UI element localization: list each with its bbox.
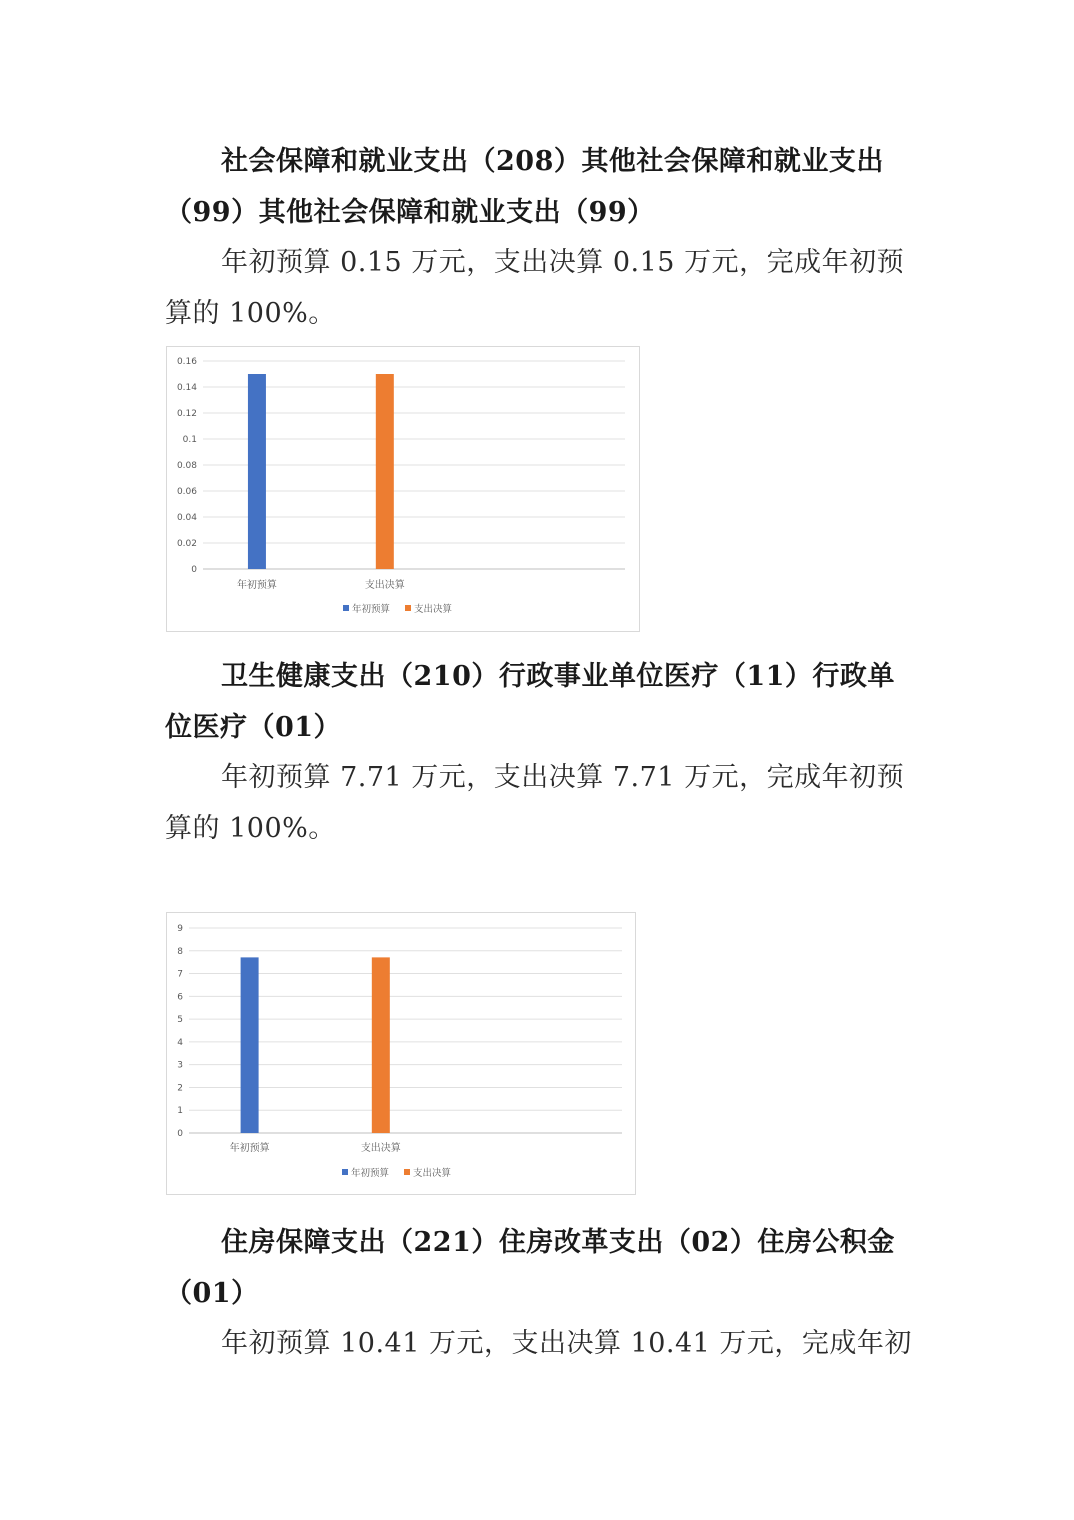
y-tick-label: 0.06 [176,487,197,497]
chart-social-security [166,346,640,632]
section-heading-social-security: 社会保障和就业支出（208）其他社会保障和就业支出（99）其他社会保障和就业支出（99） [165,146,884,228]
y-tick-label: 0 [177,1129,183,1139]
y-tick-label: 0.16 [176,357,197,367]
legend-swatch [343,605,349,611]
y-tick-label: 7 [177,969,183,980]
x-category-label: 年初预算 [236,580,277,591]
section-heading-housing: 住房保障支出（221）住房改革支出（02）住房公积金（01） [165,1227,895,1309]
legend-swatch [405,605,411,611]
y-tick-label: 4 [177,1037,183,1048]
y-tick-label: 8 [177,946,183,957]
bar-chart-social-security [167,347,639,631]
x-category-label: 年初预算 [229,1143,270,1154]
legend-label: 年初预算 [351,1168,390,1179]
y-tick-label: 5 [177,1015,183,1026]
x-category-label: 支出决算 [364,580,405,591]
y-tick-label: 0.04 [176,513,197,523]
bar [241,957,259,1133]
legend-label: 支出决算 [413,1168,452,1179]
x-category-label: 支出决算 [360,1143,401,1154]
section-body-social-security: 年初预算 0.15 万元，支出决算 0.15 万元，完成年初预算的 100%。 [165,247,905,329]
bar [376,374,394,569]
section-body-housing: 年初预算 10.41 万元，支出决算 10.41 万元，完成年初 [221,1328,912,1359]
bar [248,374,266,569]
y-tick-label: 9 [177,924,183,934]
chart-health [166,912,636,1195]
y-tick-label: 0.1 [182,435,197,445]
y-tick-label: 0.12 [176,409,197,419]
legend-label: 年初预算 [352,604,391,615]
y-tick-label: 1 [177,1106,183,1117]
section-heading-health: 卫生健康支出（210）行政事业单位医疗（11）行政单位医疗（01） [165,661,895,743]
y-tick-label: 6 [177,992,183,1003]
bar [372,957,390,1133]
section-body-health: 年初预算 7.71 万元，支出决算 7.71 万元，完成年初预算的 100%。 [165,762,905,844]
y-tick-label: 0.08 [176,461,197,471]
bar-chart-health [167,913,635,1194]
y-tick-label: 0.14 [176,383,197,393]
legend-swatch [404,1169,410,1175]
y-tick-label: 2 [177,1083,183,1094]
y-tick-label: 0.02 [176,539,197,549]
y-tick-label: 3 [177,1060,183,1071]
legend-swatch [342,1169,348,1175]
y-tick-label: 0 [191,565,197,575]
legend-label: 支出决算 [414,604,453,615]
